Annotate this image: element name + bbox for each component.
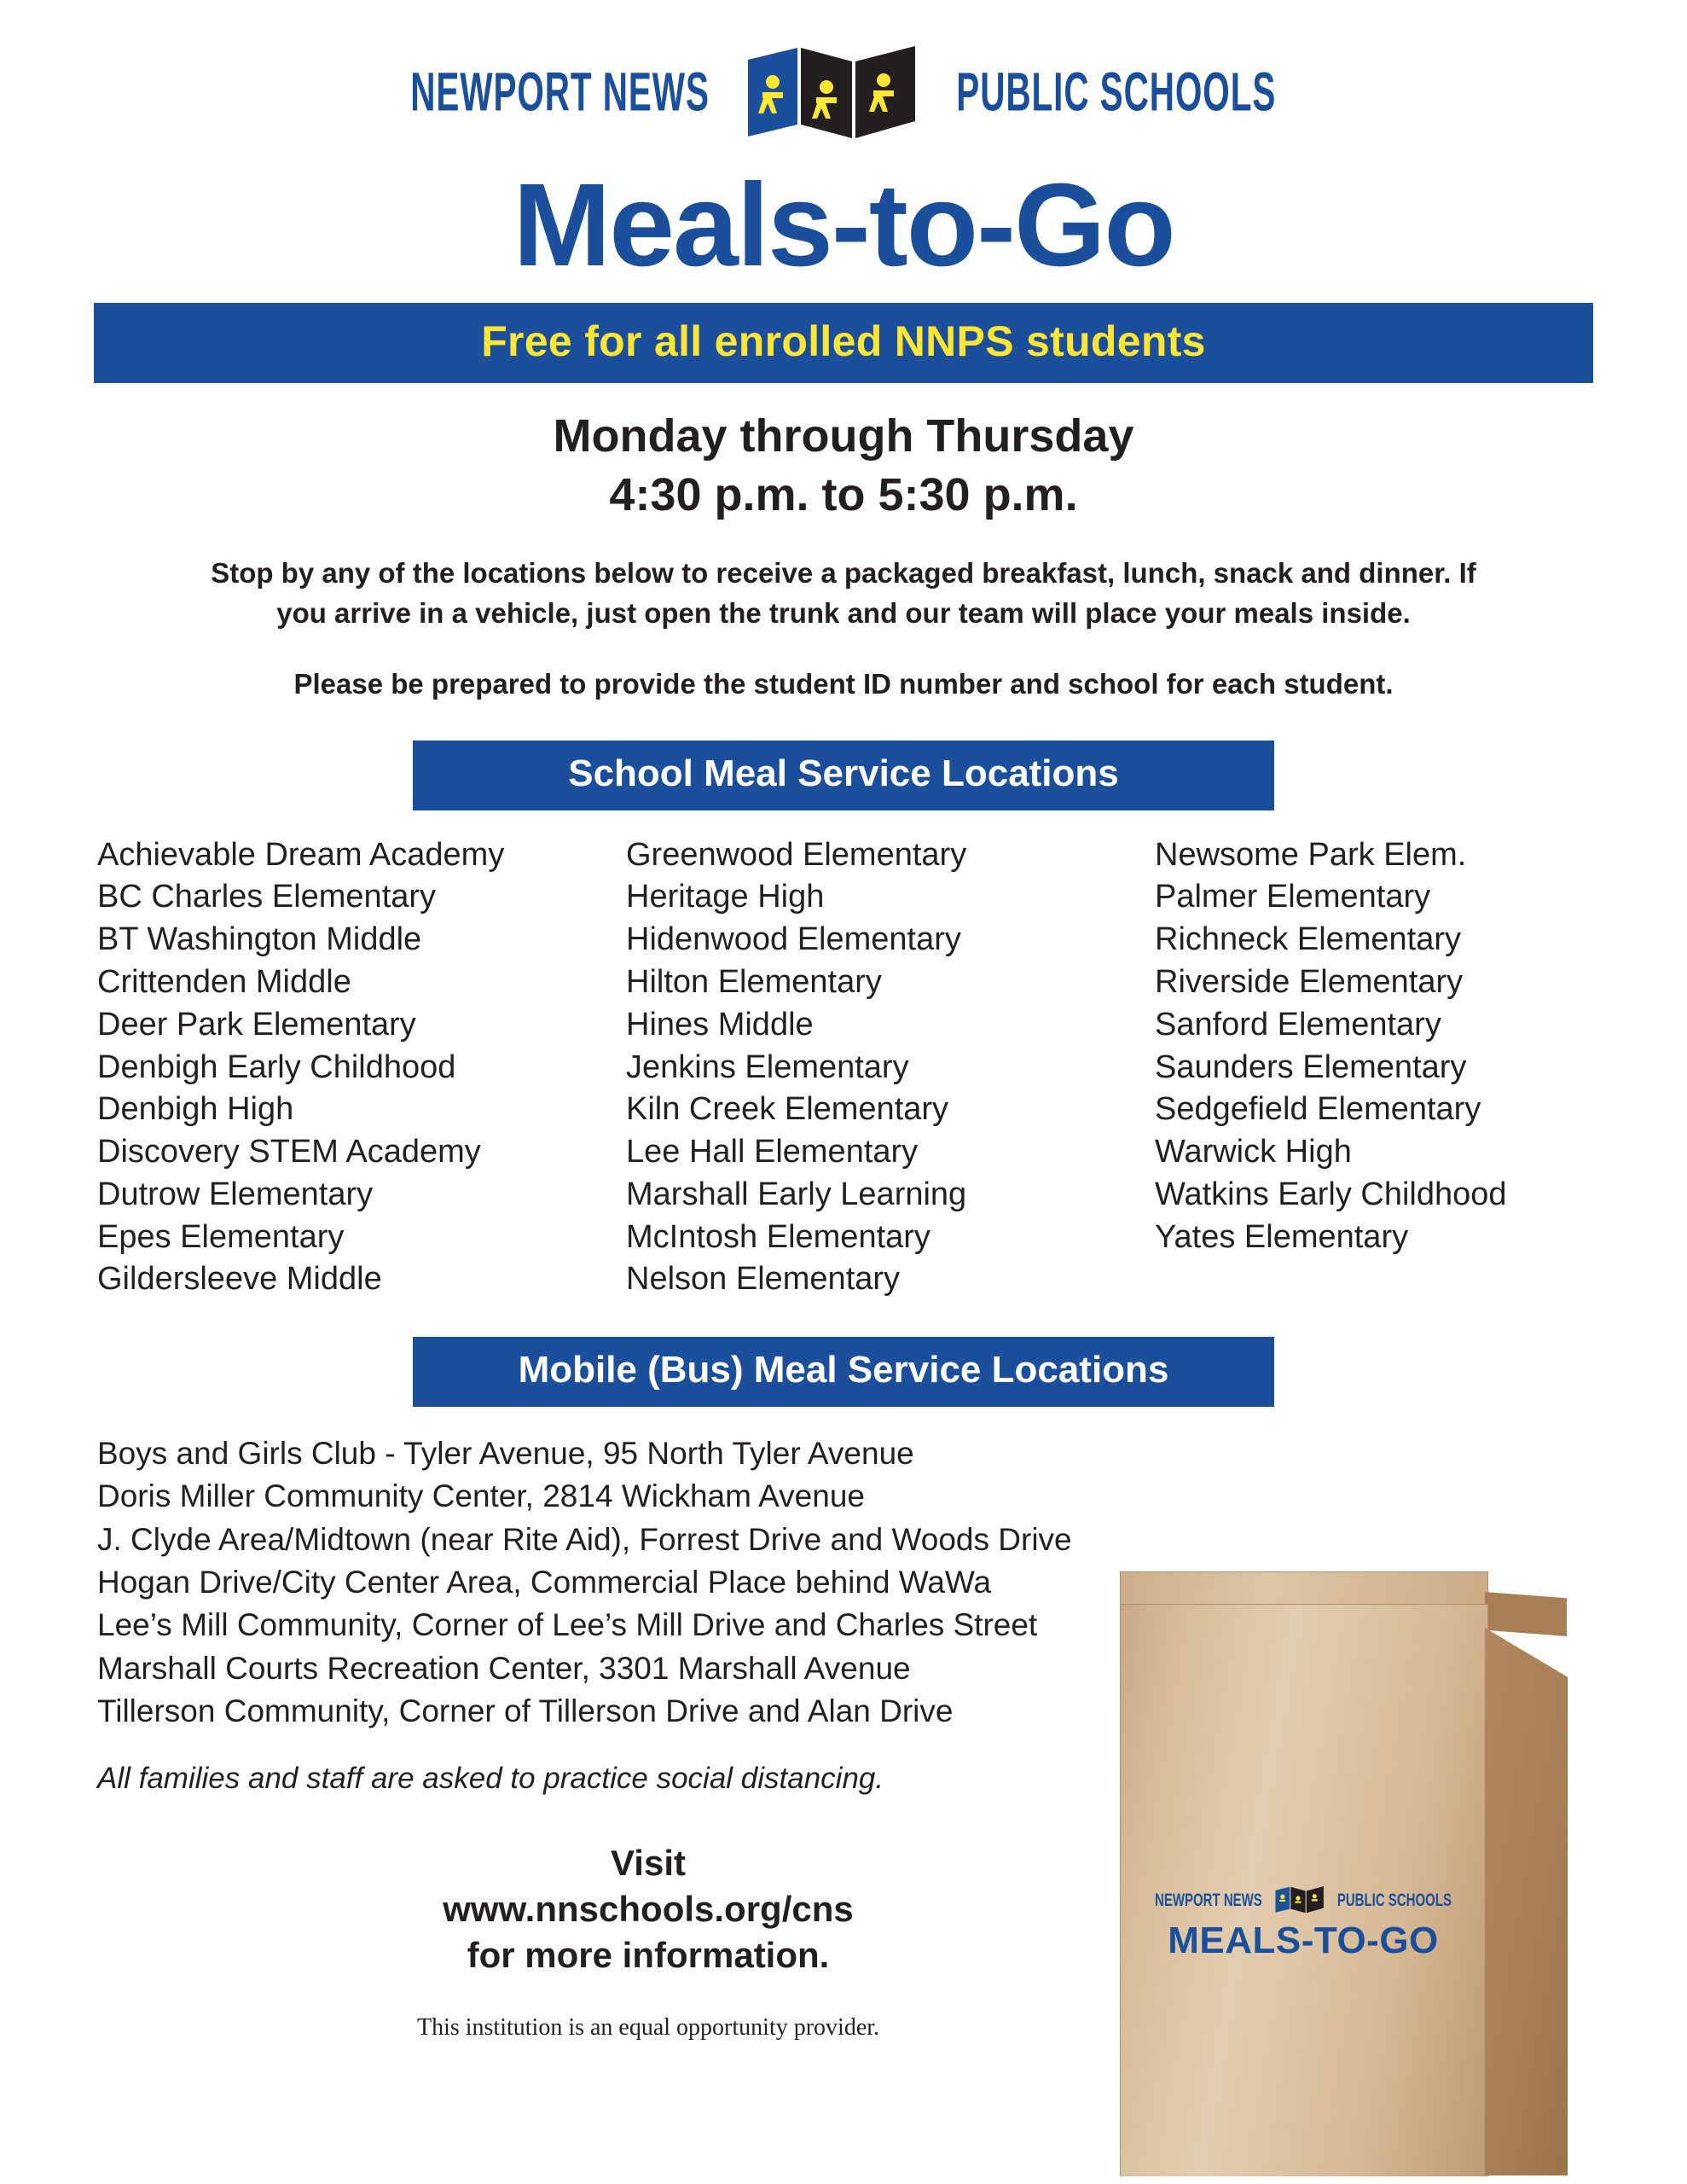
list-item: Boys and Girls Club - Tyler Avenue, 95 North Tyler Avenue	[97, 1436, 914, 1472]
masthead-right-text: PUBLIC SCHOOLS	[956, 61, 1277, 123]
social-distancing-note: All families and staff are asked to practice social distancing.	[97, 1762, 884, 1796]
bag-mini-left-text: NEWPORT NEWS	[1154, 1890, 1262, 1910]
bag-mini-masthead	[1120, 1885, 1487, 1914]
list-item: BT Washington Middle	[97, 921, 422, 958]
list-item: Riverside Elementary	[1155, 963, 1464, 1000]
bag-mini-right-text: PUBLIC SCHOOLS	[1336, 1890, 1452, 1910]
list-item: McIntosh Elementary	[626, 1218, 930, 1255]
list-item: Nelson Elementary	[626, 1261, 901, 1298]
list-item: BC Charles Elementary	[97, 879, 437, 915]
list-item: Denbigh Early Childhood	[97, 1048, 456, 1085]
list-item: Lee Hall Elementary	[626, 1134, 919, 1170]
list-item: J. Clyde Area/Midtown (near Rite Aid), Forrest Drive and Woods Drive	[97, 1521, 1072, 1557]
list-item: Deer Park Elementary	[97, 1006, 416, 1043]
list-item: Hidenwood Elementary	[626, 921, 961, 958]
list-item: Epes Elementary	[97, 1218, 345, 1255]
visit-label: Visit	[611, 1843, 686, 1884]
bag-title-text: MEALS-TO-GO	[1168, 1920, 1439, 1961]
page-title: Meals-to-Go	[513, 160, 1174, 291]
mobile-locations-heading: Mobile (Bus) Meal Service Locations	[413, 1337, 1274, 1407]
list-item: Saunders Elementary	[1155, 1048, 1467, 1085]
nnps-flags-logo-icon	[745, 43, 920, 143]
masthead-left-text: NEWPORT NEWS	[409, 61, 710, 123]
masthead	[94, 0, 1593, 143]
list-item: Doris Miller Community Center, 2814 Wickham Avenue	[97, 1478, 865, 1514]
visit-suffix: for more information.	[467, 1934, 830, 1975]
list-item: Tillerson Community, Corner of Tillerson Drive and Alan Drive	[97, 1693, 954, 1728]
list-item: Yates Elementary	[1155, 1218, 1409, 1255]
list-item: Greenwood Elementary	[626, 836, 967, 873]
list-item: Heritage High	[626, 879, 825, 915]
schedule-days: Monday through Thursday	[553, 410, 1134, 462]
bag-top-side	[1485, 1592, 1567, 1636]
bag-side-panel	[1485, 1628, 1568, 2175]
free-banner: Free for all enrolled NNPS students	[94, 303, 1593, 383]
school-column-3	[1155, 834, 1590, 1301]
list-item: Sedgefield Elementary	[1155, 1091, 1481, 1128]
school-column-1	[97, 834, 626, 1301]
list-item: Warwick High	[1155, 1134, 1352, 1170]
school-locations-heading: School Meal Service Locations	[413, 741, 1274, 810]
list-item: Watkins Early Childhood	[1155, 1176, 1507, 1212]
list-item: Hilton Elementary	[626, 963, 882, 1000]
school-locations-list	[94, 834, 1593, 1301]
list-item: Palmer Elementary	[1155, 879, 1431, 915]
list-item: Marshall Early Learning	[626, 1176, 967, 1212]
bag-label	[1120, 1885, 1487, 1962]
schedule-time: 4:30 p.m. to 5:30 p.m.	[609, 469, 1078, 520]
list-item: Marshall Courts Recreation Center, 3301 Marshall Avenue	[97, 1650, 911, 1686]
equal-opportunity-footer: This institution is an equal opportunity provider.	[416, 2013, 880, 2041]
list-item: Achievable Dream Academy	[97, 836, 505, 873]
visit-block	[94, 1840, 1203, 1978]
list-item: Sanford Elementary	[1155, 1006, 1441, 1043]
bag-nnps-flags-logo-icon	[1269, 1885, 1330, 1914]
list-item: Denbigh High	[97, 1091, 294, 1128]
bag-zigzag-edge	[1120, 1614, 1487, 1626]
paper-bag-illustration	[1069, 1519, 1597, 2184]
list-item: Hogan Drive/City Center Area, Commercial Place behind WaWa	[97, 1565, 992, 1600]
instructions-text: Stop by any of the locations below to receive a packaged breakfast, lunch, snack and dinner. If you arrive in a vehicle, just open the trunk and our team will place your meals inside.	[211, 557, 1476, 629]
list-item: Crittenden Middle	[97, 963, 351, 1000]
list-item: Richneck Elementary	[1155, 921, 1462, 958]
schedule-block	[94, 407, 1593, 525]
id-notice-text: Please be prepared to provide the student ID number and school for each student.	[293, 667, 1394, 700]
list-item: Hines Middle	[626, 1006, 814, 1043]
list-item: Newsome Park Elem.	[1155, 836, 1467, 873]
list-item: Gildersleeve Middle	[97, 1261, 382, 1298]
website-url[interactable]: www.nnschools.org/cns	[443, 1889, 854, 1930]
list-item: Kiln Creek Elementary	[626, 1091, 949, 1128]
list-item: Discovery STEM Academy	[97, 1134, 481, 1170]
list-item: Dutrow Elementary	[97, 1176, 374, 1212]
school-column-2	[626, 834, 1155, 1301]
list-item: Lee’s Mill Community, Corner of Lee’s Mill Drive and Charles Street	[97, 1607, 1038, 1643]
list-item: Jenkins Elementary	[626, 1048, 909, 1085]
